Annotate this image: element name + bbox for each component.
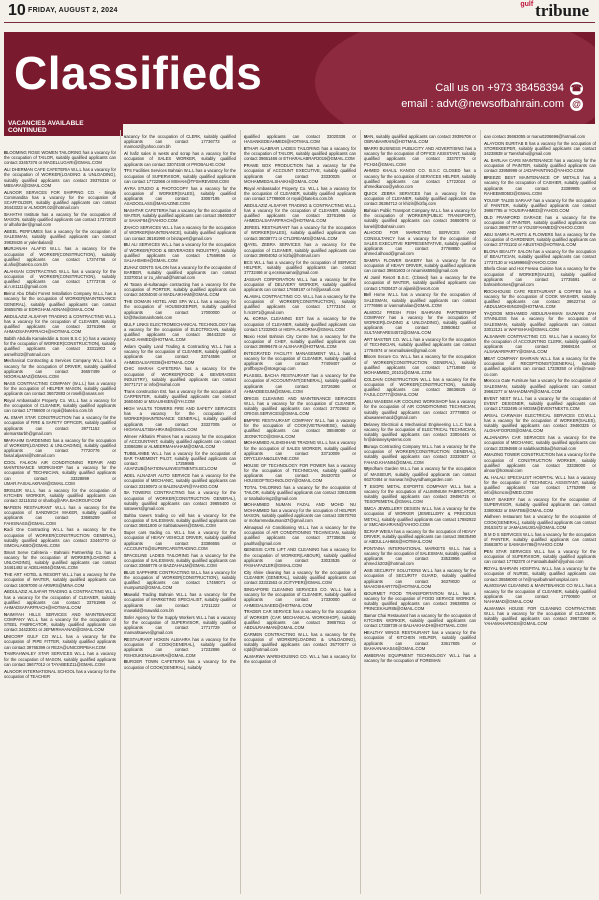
classified-ad: S M D S SERVICES W.L.L has a vacancy for the occupation of PAINTER, suitably qualified applicants can contact 35663870 or SAMASH786@YAHOO.COM (484, 531, 596, 548)
classified-ad: Sahba towers trading co will has a vacancy for the occupation of SALESMAN, suitably qualified applicants can contact 36811800 or Sahbatowers@GMAIL.COM (124, 512, 236, 529)
classified-ad: Super cars trading co. W.L.L has a vacancy for the occupation of HEAVY VEHICLE DRIVER, suitably qualified applicants can contact 33386655 or ACCOUNTS@SUPERCARSTRADING.COM (124, 530, 236, 551)
classified-ad: AMAZING TOWER CONSTRUCTION has a vacancy for the occupation of CONSTRUCTION WORKER, suitably qualified applicants can contact 33336000 or alnoor@hotmail.com (484, 452, 596, 474)
classified-ad: THE ART HOTEL & RESORT W.L.L has a vacancy for the occupation of WAITER, suitably qualified applicants can contact 16097000 or ARWRS@MINA.COM (4, 572, 116, 588)
classified-ad: BLOOMING ROSE WOMEN TAILORING has a vacancy for the occupation of TAILOR, suitably qualified applicants can contact 33457376 or MAGELLUGARI@GMAIL.COM (4, 150, 116, 166)
classified-ad: BU ALI SERVICES W.L.L has a vacancy for the occupation of WORKER(FOOD & BEVERAGES INDUSTRY), suitably qualified applicants can contact 17569556 or SALAHSHEH@GMAIL.COM (124, 242, 236, 264)
classified-ad: vacancy for the occupation of CLERK, suitably qualified applicants can contact 17736773 or mamooz@yahoo.com.bh (124, 134, 236, 150)
classified-ad: MAN, suitably qualified applicants can contact 39395708 or OBRABAHRAIN@HOTMAIL.COM (364, 134, 476, 145)
classified-ad: GENESIS CATE LIFT AND CLEANING has a vacancy for the occupation of WORKER(LABOUR), suitably qualified applicants can contact 33033535 or PASHAFAZLER@GMAIL.COM (244, 547, 356, 568)
phone-icon: ☎ (570, 82, 583, 93)
classified-ad: GOURMET FOOD TRANSPORTATION W.L.L has a vacancy for the occupation of FOOD SERVICE WORKER, suitably qualified applicants can contact 39638055 or PRINCEKAUR85@GMAIL.COM (364, 590, 476, 612)
classified-ad: ALSAWARI CONTRACTING CO. W.L.L has a vacancy for the occupation of ACCOUNTING CLERK, suitably qualified applicants can contact 39668104 or ALSAWARIPARTY@GMAIL.COM (484, 333, 596, 355)
ad-column-5 (484, 134, 596, 894)
column-divider (360, 130, 361, 894)
classified-ad: ALMOSAWI CLEANING & MAINTENANCE CO W.L.L has a vacancy for the occupation of CLEANER, suitably qualified applicants can contact 17700600 or NAHAMAD@GMAIL.COM (484, 583, 596, 604)
classified-ad: ABU SAMRA PLANTS & FLOWERS has a vacancy for the occupation of GARDENER, suitably qualified applicants can contact 37701102 or ABUSTAD@HOTMAIL.COM (484, 232, 596, 248)
classified-ad: Royal Ambassador Property Co. W.L.L has a vacancy for the occupation of CLEANER, suitably qualified applicants can contact 17786600 or royal@batelco.com.bh (244, 185, 356, 202)
classified-ad: SPACELINE LADIES TAILORING has a vacancy for the occupation of SALESMAN, suitably qualified applicants can contact 33668778 or BAZZAHALM@GMAIL.COM (124, 552, 236, 568)
classified-ad: SRISLER W.L.L has a vacancy for the occupation of KITCHEN WORKER, suitably qualified applicants can contact 32115152 or sharbq@ARA.BAGROUP.COM (4, 487, 116, 504)
classified-ad: COOL FALKON AIR CONDITIONING REPAIR AND MAINTENANCE WORKSHOP has a vacancy for the occupation of TECHNICIAN, suitably qualified applicants can contact 33328899 or UMAR.FAISALAKRAM@GMAIL.COM (4, 460, 116, 486)
classified-ad: ABDULAZIZ ALSAFAR TRADING & CONTRACTING W.L.L has a vacancy for the occupation of CLEANER, suitably qualified applicants can contact 33761966 or AHMADSAFARFRACH@HOTMAIL.COM (4, 589, 116, 610)
classified-ad: ABDULAZIZ ALSAFAR TRADING & CONTRACTING W.L.L has a vacancy for the occupation of CLEANER, suitably qualified applicants can contact 33761966 or AHMADSAFARFRACH@HOTMAIL.COM (4, 313, 116, 335)
classified-ad: Buraqa Contracting Company W.L.L has a vacancy for the occupation of WORKER(CONSTRUCTION GENERAL), suitably qualified applicants can contact 33330637 or FAHAD.KHAN04@GMAIL.COM (364, 444, 476, 465)
phone-line (373, 80, 583, 96)
classified-ad: TOTAL TAILORING has a vacancy for the occupation of TAILOR, suitably qualified applicants can contact 33841086 or totaltailoring2@gmail.com (244, 485, 356, 501)
classified-ad: MURJANAH ALAFIO W.L.L has a vacancy for the occupation of WORKER(CONSTRUCTION), suitably qualified applicants can contact 17374758 or al.afio@batelco.com.bh (4, 246, 116, 268)
phone-text: Call us on +973 38458394 (435, 82, 564, 94)
classified-ad: AMBERAN EQUIPMENT TECHNOLOGY W.L.L has a vacancy for the occupation of FOREMAN (364, 652, 476, 663)
classified-ad: Royal Ambassador Property Co. W.L.L has a vacancy for the occupation of CLEANER, suitably qualified applicants can contact 17786600 or royal@batelco.com.bh (4, 398, 116, 414)
classified-ad: YOUSIF TALEB SARAAF has a vacancy for the occupation of PAINTER, suitably qualified applicants can contact 39867785 or YOUSIFAHMED@YAHOO.COM (484, 197, 596, 214)
classified-ad: AL KORNA CLEANING EST has a vacancy for the occupation of CLEANER, suitably qualified applicants can contact 17232903 or HEIFA.ALKORNA@GMAIL.COM (244, 316, 356, 332)
classified-ad: SA TOWERS CONTRACTING has a vacancy for the occupation of WORKER(CONSTRUCTION GENERAL), suitably qualified applicants can contact 39655400 or satowers@gmail.com (124, 490, 236, 512)
classified-ad: Delaney Electrical & Mechanical Engineering L.L.C has a vacancy for the occupation of ELECTRICAL TECHNICIAN, suitably qualified applicants can contact 33004446 or hr@delaneysystems.com (364, 421, 476, 443)
email-line (373, 96, 583, 112)
classified-ad: ART MASTER CO. W.L.L has a vacancy for the occupation of TECHNICIAN, suitably qualified applicants can contact 17784974 or nexmailsales@gmail.com (364, 337, 476, 353)
email-text: email : advt@newsofbahrain.com (401, 98, 564, 110)
classified-ad: INTEGRATED FACILITY MANAGEMENT W.L.L has a vacancy for the occupation of CLEANER, suitably qualified applicants can contact 77409407 or proffboyze@ntosgroup.com (244, 350, 356, 372)
classified-ad: CARMEN CONTRACTING W.L.L has a vacancy for the occupation of WORKER(LOADING & UNLOADING), suitably qualified applicants can contact 35770077 or rqtd@hotmail.com (244, 631, 356, 653)
classified-ad: THE DOMAIN HOTEL AND SPA W.L.L has a vacancy for the occupation of HOUSEKEEPER, suitably qualified applicants can contact 17000000 or kz@thedomainhotels.com (124, 299, 236, 320)
column-divider (240, 130, 241, 894)
classified-ad: ELONA BEAUTY SALON has a vacancy for the occupation of BEAUTICIAN, suitably qualified applicants can contact 17737130 or HLM9986@YAHOO.COM (484, 249, 596, 265)
classified-ad: MEAT COMPANY BAHRAIN W.L.L has a vacancy for the occupation of RECEPTIONIST(GENERAL), suitably qualified applicants can contact 17339350 or info@meat-co.com (484, 356, 596, 377)
classified-ad: ORIGIS CLEANING AND MAINTENANCE SERVICES W.L.L has a vacancy for the occupation of CLEANER, suitably qualified applicants can contact 37702662 or ORIGIS.SERVICES@GMAIL.COM (244, 395, 356, 417)
classified-ad: Almeer Alkhatim Phones has a vacancy for the occupation of ACCOUNTANT, suitably qualified applicants can contact 33086398 or ALMEERMAHAHAM@GMAIL.COM (124, 433, 236, 450)
classified-ad: Al Jamil Resort B.S.C. (Closed) has a vacancy for the occupation of WAITER, suitably qualified applicants can contact 17830437 or aljamil@resort.com (364, 275, 476, 291)
classified-ad: BURGER TOWN CAFETERIA has a vacancy for the occupation of COOK(GENERAL), suitably (124, 659, 236, 670)
classified-ad: AL BARLAH CARS MAINTENANCE has a vacancy for the occupation of PAINTER, suitably qualified applicants can contact 33958998 or JADAPAINTING@YAHOO.COM (484, 158, 596, 174)
classified-ad: Noxio Hotel Bahrain City Centre has a vacancy for the occupation of CHEF, suitably qualified applicants can contact 39898478 or ALSHAAR@HOTMAIL.COM (244, 333, 356, 350)
classified-ad: CHIC MARAH CAFETERIA has a vacancy for the occupation of WORKER(FOOD & BEVERAGES INDUSTRY), suitably qualified applicants can contact 36771717 or info@mahal.com (124, 366, 236, 388)
classified-ad: QUICK ZEBRA SERVICES has a vacancy for the occupation of CLEANER, suitably qualified applicants can contact 36384712 or khizir@kizfaj.com (364, 190, 476, 207)
classified-ad: NASS CONTRACTING COMPANY (W.L.L) has a vacancy for the occupation of HELPER MASON, suitably qualified applicants can contact 36672883 or rosell@anass.net (4, 380, 116, 397)
classified-ad: AYRA STUDIO & PHOTOCOPY has a vacancy for the occupation of WORKER(SALES), suitably qualified applicants can contact 33057195 or ASADOGLASS@MAGAZINE.COM (124, 185, 236, 207)
classified-ad: Smart Serve Cafeteria - Bahraini Partnership Co. has a vacancy for the occupation of WORKER(LOADING & UNLOADING), suitably qualified applicants can contact 34461492 or ADELH604@GMAIL.COM (4, 549, 116, 571)
classified-ad: ABDULAZIZ ALSAFAR TRADING & CONTRACTING W.L.L has a vacancy for the occupation of CLEANER, suitably qualified applicants can contact 33761966 or AHMEDALSAFARFRACH@HOTMAIL.COM (244, 202, 356, 224)
masthead-logo (520, 1, 589, 21)
classified-ad: Samar Chai Restaurant has a vacancy for the occupation of KITCHEN WORKER, suitably qualified applicants can contact 17338739 or BALHAKHADHI@HOTMAIL.COM (364, 612, 476, 629)
classified-ad: Wyndham Garden W.L.L has a vacancy for the occupation of MASSEUR, suitably qualified applicants can contact 66370464 or manwar.hr@wyndhamgarden.com (364, 466, 476, 482)
classified-ad: NAFEEN RESTAURANT W.L.L has a vacancy for the occupation of SANDWICH MAKER, suitably qualified applicants can contact 33665259 or FAHISNASS@GMAIL.COM (4, 504, 116, 526)
classified-ad: Bahrain Public Transport Company W.L.L has a vacancy for the occupation of WORKER(PUBLIC TRANSPORT), suitably qualified applicants can contact 36660876 or kanel@btbahrain.com (364, 208, 476, 229)
classified-ad: ALMANWA HOUSE FOR CLEANING CONTRACTING W.L.L has a vacancy for the occupation of CLEANER, suitably qualified applicants can contact 39673366 or YAHAMAHAROSS@GMAIL.COM (484, 605, 596, 627)
classified-ad: SMAT BAKERY has a vacancy for the occupation of SUPERVISOR, suitably qualified applicants can contact 33800632 or SMATB6@GMAIL.COM (484, 497, 596, 513)
column-divider (120, 130, 121, 894)
classified-ad: Aslam Quality Land Trading & Contracting W.L.L has a vacancy for the occupation of CLEANER, suitably qualified applicants can contact 33744596 or AHMEDALSAYED8@HOTMAIL.COM (124, 344, 236, 365)
classified-ad: SMCA JEWELLERY DESIGN W.L.L has a vacancy for the occupation of WORKER (JEWELLERY & PRECIOUS METAL), suitably qualified applicants can contact 17882922 or SMCABAHRAIN@YAHOO.COM (364, 506, 476, 527)
classified-ad: EVENT NEXT W.L.L has a vacancy for the occupation of EVENT DESIGNER, suitably qualified applicants can contact 17332495 or MOSM@EVENTNEXTS.COM (484, 395, 596, 412)
classified-ad: ALHOOD FOR MARKETING SERVICES AND CONSULTANCY has a vacancy for the occupation of SALES EXECUTIVE REPRESENTATIVE, suitably qualified applicants can contact 37768850 or ahmed.alhood@gmail.com (364, 230, 476, 257)
classified-ad: Morocco Gate Furniture has a vacancy for the occupation of SALESMAN, suitably qualified applicants can contact 39662277 or MAHADMAR@GMAIL.COM (484, 378, 596, 394)
classified-ad: QAYEL ZEBRA SERVICES has a vacancy for the occupation of CLEANER, suitably qualified applicants can contact 39804052 or kizfaj@hotmail.com (244, 242, 356, 258)
classified-ad: MOHAMMED NUMAN FAZAL AND MOHD NU MOHAMMED has a vacancy for the occupation of HELPER MASON, suitably qualified applicants can contact 33670793 or mohammedaumani37@gmail.com (244, 502, 356, 524)
classified-ad: JASSAFI CORPORATION W.L.L has a vacancy for the occupation of DELIVERY WORKER, suitably qualified applicants can contact 17658187 or hr@jassafi.com (244, 276, 356, 293)
classified-ad: Almaqsad Air Conditioning W.L.L has a vacancy for the occupation of AIR CONDITIONING TECHNICIAN, suitably qualified applicants can contact 37735636 or paulIha@gmail.com (244, 524, 356, 546)
masthead-name: tribune (535, 1, 589, 20)
classified-ad: ALAHSAN CONTRACTING W.L.L has a vacancy for the occupation of WORKER(CONSTRUCTION), suitably qualified applicants can contact 17773746 or al.n.m1111@gmail.com (4, 268, 116, 290)
ad-column-2 (124, 134, 236, 894)
classified-ad: HIGH VAULTS TOWERS FIRE AND SAFETY SERVICES has a vacancy for the occupation of WORKER(MAINTENANCE GENERAL), suitably qualified applicants can contact 33327005 or HIGHVAULTSBAHRAIN@GMAIL.COM (124, 406, 236, 432)
classified-ad: ALMOOJ FRESH FISH BAHRAINI PARTNERSHIP COMPANY has a vacancy for the occupation of WORKER(LOADING & UNLOADING), suitably qualified applicants can contact 33950842 or SULTANFARES4572@GMAIL.COM (364, 309, 476, 336)
classified-ad: AL EMAR STAR CONSTRUCTION has a vacancy for the occupation of FIRE & SAFETY OFFICER, suitably qualified applicants can contact 39771152 or alemarstarbh@gmail.com (4, 415, 116, 436)
classified-ad: AL HALALI SPECIALIST HOSPITAL W.L.L has a vacancy for the occupation of TECHNICAL ASSISTANT, suitably qualified applicants can contact 17752999 or info@kcmcm@MED.COM (484, 474, 596, 496)
banner-title: Classifieds (14, 47, 263, 99)
classified-ad: City shine cleaning has a vacancy for the occupation of CLEANER (GENERAL), suitably qualified applicants can contact 33331563 or JCITYPER@GMAIL.COM (244, 569, 356, 586)
issue-date: FRIDAY, AUGUST 2, 2024 (28, 7, 118, 14)
ad-column-3 (244, 134, 356, 894)
classified-ad: Alalheen restaurant has a vacancy for the occupation of COOK(GENERAL), suitably qualified applicants can contact 39153472 or JAMALMUJIGA@GMAIL.COM (484, 514, 596, 530)
classified-ad: Bloom Secure Co. W.L.L has a vacancy for the occupation of WORKER(CONSTRUCTION GENERAL), suitably qualified applicants can contact 17716560 or MOHAMMED_20101@GMAIL.COM (364, 354, 476, 376)
classified-ad: Trans construction Est. has a vacancy for the occupation of CARPENTER, suitably qualified applicants can contact 36604040 or MSAUIHSEN@YH.COM (124, 388, 236, 405)
classified-ad: SAHATHI Institute has a vacancy for the occupation of MASON, suitably qualified applicants can contact 17372020 or alhaforder@gmail.com (4, 212, 116, 228)
classified-ad: BREEZE BEST MAINTENANCE OF METALS has a vacancy for the occupation of CASHIER, suitably qualified applicants can contact 33389905 or RAHEEM00502@GMAIL.COM (484, 175, 596, 196)
classified-ad: RESTAURANT HOKEN ALBAHRA has a vacancy for the occupation of COOK(GENERAL), suitably qualified applicants can contact 17232896 or RSHOUKENALBAHRA@GMAIL.COM (124, 636, 236, 658)
email-icon: @ (570, 98, 583, 111)
classified-ad: TRADER CAR SERVICE has a vacancy for the occupation of WORKER (CAR MECHANICAL WORKSHOP), suitably qualified applicants can contact 39867911 or ABDULRAHMAN@GMAIL.COM (244, 609, 356, 630)
classified-ad: NASHTAR CAFETERIA has a vacancy for the occupation of WAITER, suitably qualified applicants can contact 36460307 or SAHAF84@YAHOO.COM (124, 208, 236, 224)
classified-ad: HEALTHY WINGS RESTAURANT has a vacancy for the occupation of KITCHEN HELPER, suitably qualified applicants can contact 33617805 or BAHAANAKAS44@GMAIL.COM (364, 630, 476, 651)
classified-ad: AHMED KHALIL KANOO CO. B.S.C CLOSED has a vacancy for the occupation of SERVICES HELPER, suitably qualified applicants can contact 17722024 or ahmedkanoo@yahoo.com (364, 168, 476, 190)
classified-ad: SCRAP WEISA has a vacancy for the occupation of HEAVY DRIVER, suitably qualified applicants can contact 36635490 or ABDULLAH66S@HOTMAIL.COM (364, 528, 476, 544)
page-number: 10 (8, 2, 26, 19)
classified-ad: ALAWAL CONTRACTING CO. W.L.L has a vacancy for the occupation of WORKER(CONSTRUCTION), suitably qualified applicants can contact 17773104 or h.m1971@gmail.com (244, 294, 356, 315)
page-header (0, 0, 599, 22)
classified-ad: HOUSE OF TECHNOLOGY FOR POWER has a vacancy for the occupation of TECHNICIAN, suitably qualified applicants can contact 36420703 or HOUSEOFTECHNOLOGY@GMAIL.COM (244, 462, 356, 484)
classified-ad: ABEEL PERFUMES has a vacancy for the occupation of SALESMAN, suitably qualified applicants can contact 39838426 or yalenbalan@ (4, 229, 116, 245)
section-heading: VACANCIES AVAILABLE CONTINUED (4, 118, 123, 136)
column-divider (480, 130, 481, 894)
classified-ad: NAIMIYAH HILLS SERVICES AND MAINTENANCE COMPANY W.L.L has a vacancy for the occupation of STEEL FABRICATOR, suitably qualified applicants can contact 34423001 or JEFMIRHAANAD@GMAIL.COM (4, 611, 116, 633)
classified-ad: ROCKHOUSE CAFE RESTAURANT & COFFEE has a vacancy for the occupation of COOK WASHER, suitably qualified applicants can contact 39622744 or ABDULMOHSIN109@HOTMAIL.COM (484, 288, 596, 310)
classified-ad: ALMARWA WAREHOUSING CO. W.L.L has a vacancy for the occupation of (244, 654, 356, 665)
classified-ad: COLDAIN CONSTRUCTION W.L.L has a vacancy for the occupation of WORKER(CONSTRUCTION), suitably qualified applicants can contact 38636825 or FAJULCO777@GMAIL.COM (364, 376, 476, 398)
classified-ad: SINGAPORE CLEANING SERVICES CO. W.L.L has a vacancy for the occupation of CLEANER, suitably qualified applicants can contact 17330000 or AHMEDALSAEED@HOTMAIL.COM (244, 586, 356, 608)
classified-ad: PEN STAR SERVICES W.L.L has a vacancy for the occupation of SUPERVISOR, suitably qualified applicants can contact 17782370 or Fantaaltubaikh@yahoo.com (484, 548, 596, 565)
banner-contact (373, 80, 583, 112)
classified-ad: ALNOOR INTERNATIONAL SCHOOL has a vacancy for the occupation of TEACHER (4, 668, 116, 679)
classified-ad: YAQOOB MOHAMED ABDULRAHMAN SAJWANI ZAH STAINLESS has a vacancy for the occupation of SALESMAN, suitably qualified applicants can contact 33012121 or WAFISHAH@GMAIL.COM (484, 311, 596, 332)
classified-ad: Al hafiz sales in wests and scrap has a vacancy for the occupation of SALES WORKER, suitably qualified applicants can contact 33074348 or PROBALHE.COM (124, 151, 236, 167)
classified-ad: ZAHCO SERVICES W.L.L has a vacancy for the occupation of WORKER(MAINTENANCE), suitably qualified applicants can contact 38181990 or binzapert@gmail.com (124, 225, 236, 241)
classified-ad: Beirut Abu Dhabi Forest Installation Company W.L.L has a vacancy for the occupation of WORKER(MAINTENANCE GENERAL), suitably qualified applicants can contact 36655765 or EDRGHAM.ADNAN@GMAIL.COM (4, 291, 116, 312)
masthead-prefix: gulf (520, 1, 534, 8)
classified-ad: Al Tatara al-sultanaqie contracting has a vacancy for the occupation of PORTER, suitably qualified applicants can contact 34004040 or MADLAIKHAM@GMAIL.COM (124, 282, 236, 298)
classified-ad: ALJANADRA CAR SERVICES has a vacancy for the occupation of MECHANIC, suitably qualified applicants can contact 33394868 or salahkan35ba@hotmail.com (484, 435, 596, 451)
classified-ad: MOHAMMED ALSHEHHAB TRADING W.L.L has a vacancy for the occupation of SALES WORKER, suitably qualified applicants can contact 33710009 or DRYCLEAN&GLEVINE.COM (244, 440, 356, 462)
classified-ad: ADEL ALNAZAR AUTO SERVICE has a vacancy for the occupation of MECHANIC, suitably qualified applicants can contact 33190972 or BALENAZAR@YAHOO.COM (124, 473, 236, 489)
classified-ad: FLASSEL BACHA RESTAURANT has a vacancy for the occupation of ACCOUNTANT(GENERAL), suitably qualified applicants can contact 33726366 or AHMADBEGUM@GMAIL.COM (244, 373, 356, 394)
classified-ad: ETHAR ALABRAR LADIES TAILORING has a vacancy for the occupation of TAILOR, suitably qualified applicants can contact 39661466 or ETHARALABRAR2019@GMAIL.COM (244, 146, 356, 162)
classified-ad: TUBBLAMBE W.L.L has a vacancy for the occupation of BAR TAMEMENT PILOT, suitably qualified applicants can contact 17259985 or ASAFZUB@NATIONALINVESTMENTS.BCLCOM (124, 450, 236, 472)
classified-ad: ZUHAZ GENTS SALON has a vacancy for the occupation of BARBER, suitably qualified applicants can contact 33370014 or zu_ahmad@hotmail.com (124, 264, 236, 281)
classified-ad: EMPIRE RESTAURANT COMPANY W.L.L has a vacancy for the occupation of COOK(VIETNAMESE), suitably qualified applicants can contact 38848080 or JEONKTCO@GMAIL.COM (244, 418, 356, 439)
classified-ad: TFS Facilities Services Bahrain W.L.L has a vacancy for the occupation of SUPERVISOR, suitably qualified applicants can contact 17722966 or MSHAH@TFSHREVIEW.COM (124, 168, 236, 184)
classified-ad: JEREEL RESTAURANT has a vacancy for the occupation of WORKER(SALES), suitably qualified applicants can contact 36038771 or CTLDREAMS@GMAIL.COM (244, 225, 356, 241)
classified-ad: SAMIRA FLOWER BAKERY has a vacancy for the occupation of HEAVY DRIVER, suitably qualified applicants can contact 39661603 or ninamiss556@gmail.com (364, 258, 476, 274)
classified-ad: WARAHIM GARDENING has a vacancy for the occupation of WORKER(LOADING & UNLOADING), suitably qualified applicants can contact 77720776 or faisal.aljasmi@hotmail.com (4, 437, 116, 459)
classified-ad: Kadi One Contracting W.L.L has a vacancy for the occupation of WORKER(CONSTRUCTION GENERAL), suitably qualified applicants can contact 33440770 or SIMOALAKBO@GMAIL.COM (4, 527, 116, 548)
classified-ad: OLD FRANFORD GARAGE has a vacancy for the occupation of PAINTER, suitably qualified applicants can contact 39867787 or YOUSIFAHMED@YAHOO.COM (484, 214, 596, 231)
classified-ad: GULF LINKS ELECTROMECHANICAL TECHNOLOGY has a vacancy for the occupation of ELECTRICIAN, suitably qualified applicants can contact 38443320 or ASAD.AHMED@HOTMAIL.COM (124, 321, 236, 343)
classified-ad: T ESOPE METAL EXPORTS COMPANY W.L.L has a vacancy for the occupation of ALUMINIUM FABRICATOR, suitably qualified applicants can contact 39496715 or TESOPEMETAL@GMAIL.COM (364, 483, 476, 505)
classifieds-banner (4, 32, 595, 124)
classified-ad: ARSAL CARWASH ELECTRICAL SERVICES CO.W.L.L has a vacancy for the occupation of WORKER(SALES), suitably qualified applicants can contact 39460325 or ALGHAFOOR30@GMAIL.COM (484, 412, 596, 434)
header-rule (4, 22, 595, 23)
classified-ad: FONTAINA INTERNATIONAL MARKETS W.L.L has a vacancy for the occupation of SALESMAN, suitably qualified applicants can contact 33533956 or ahmed.k203@hotmail.com (364, 545, 476, 567)
ad-column-4 (364, 134, 476, 894)
classified-ad: ROYAL BAHRAIN HOSPITAL W.L.L has a vacancy for the occupation of NURSE, suitably qualified applicants can contact 35556000 or hr@royalbahrainhospital.com (484, 566, 596, 582)
classified-ad: Mechanical Contracting & Services Company W.L.L has a vacancy for the occupation of DRIVER, suitably qualified applicants can contact 36657499 or NOORALMAZ@GMAIL.COM (4, 358, 116, 380)
classified-ad: UNICORP GULF CO W.L.L has a vacancy for the occupation of PIPE FITTER, suitably qualified applicants can contact 39765399 or REZA@UNICORPBAH.COM (4, 634, 116, 650)
classified-ad: Shefa Clean and Hot Fresea Cuisine has a vacancy for the occupation of WORKER(SALES), suitably qualified applicants can contact 17735591 or bahrainhomes@gmail.com (484, 266, 596, 288)
classified-ad: qualified applicants can contact 33020336 or HASANKEDEAHMEDI@HOTMAIL.COM (244, 134, 356, 145)
classified-ad: ALI DHERMAN CAFE CAFETERIA W.L.L has a vacancy for the occupation of WORKER(LOADING & UNLOADING), suitably qualified applicants can contact 39376316 or MBSARAI@GMAIL.COM (4, 167, 116, 188)
ad-column-1 (4, 150, 116, 894)
classified-ad: ALAYOON EURITAB B has a vacancy for the occupation of STOREKEEPER, suitably qualified applicants can contact 34238838 or Tamshahu@gmail.com (484, 140, 596, 157)
classified-ad: Bell Home W.L.L has a vacancy for the occupation of SALESMAN, suitably qualified applicants can contact 17776666 or ivanmahalian@GMAIL.COM (364, 292, 476, 308)
classified-ad: TAMRAHWALEY STAR SERVICES W.L.L has a vacancy for the occupation of MASON, suitably qualified applicants can contact 36677012 or TAYABEEZ11@GMAIL.COM (4, 651, 116, 667)
classified-ad: FRAME BOX PRODUCTION has a vacancy for the occupation of ACCOUNT EXECUTIVE, suitably qualified applicants can contact 33330025 or MOHAMMEDALSHAIKH@GMAIL.COM (244, 163, 356, 184)
classified-ad: Mawalid Trading Bahrain W.L.L has a vacancy for the occupation of MARKETING SPECIALIST, suitably qualified applicants can contact 17211222 or mawalid@mawalid.com.bh (124, 592, 236, 613)
classified-ad: can contact 36663055 or manu0206696@hotmail.com (484, 134, 586, 139)
classified-ad: BLUE SAPPHIRE CONTRACTING W.L.L has a vacancy for the occupation of WORKER(CONSTRUCTION), suitably qualified applicants can contact 17459071 or mumpur52@GMAIL.COM (124, 569, 236, 591)
classified-ad: ECS W.L.L has a vacancy for the occupation of SERVICE HELPER, suitably qualified applicants can contact 37732466 or q.ecsmanama@gmail.com (244, 259, 356, 276)
classified-ad: Sofer Agency for the Supply Workers W.L.L has a vacancy for the occupation of SUPERVISOR, suitably qualified applicants can contact 17717729 or manvaltsaeve@gmail.com (124, 614, 236, 636)
classified-ad: ABU WASEEM AIR COOLING WORKSHOP has a vacancy for the occupation of AIR CONDITIONING TECHNICIAN, suitably qualified applicants can contact 37778803 or abuwaseemacd@gmail.com (364, 399, 476, 420)
classified-ad: ALNOOR SERVICES FOR SHIPPING CO. - Single Commandita has a vacancy for the occupation of SCAFFOLDER, suitably qualified applicants can contact 36443323 or ALNOOR.02@hotmail.com (4, 189, 116, 211)
classified-ad: WARRI BUSINESS PUBLICITY AND ADVERTISING has a vacancy for the occupation of OFFICE ASSISTANT, suitably qualified applicants can contact 33370776 or PCH24@GMAIL.COM (364, 146, 476, 167)
classified-ad: ASB SECURITY SOLUTIONS W.L.L has a vacancy for the occupation of SECURITY GUARD, suitably qualified applicants can contact 36378020 or MAAIOSHIAR770@HOTMAIL.COM (364, 568, 476, 589)
classified-ad: Sabith Abdulla Kamaleddin & Sons B.S.C (c) has a vacancy for the occupation of WORKER(CONSTRUCTION), suitably qualified applicants can contact 33311803 or asmelhi22@hotmail.com (4, 336, 116, 357)
